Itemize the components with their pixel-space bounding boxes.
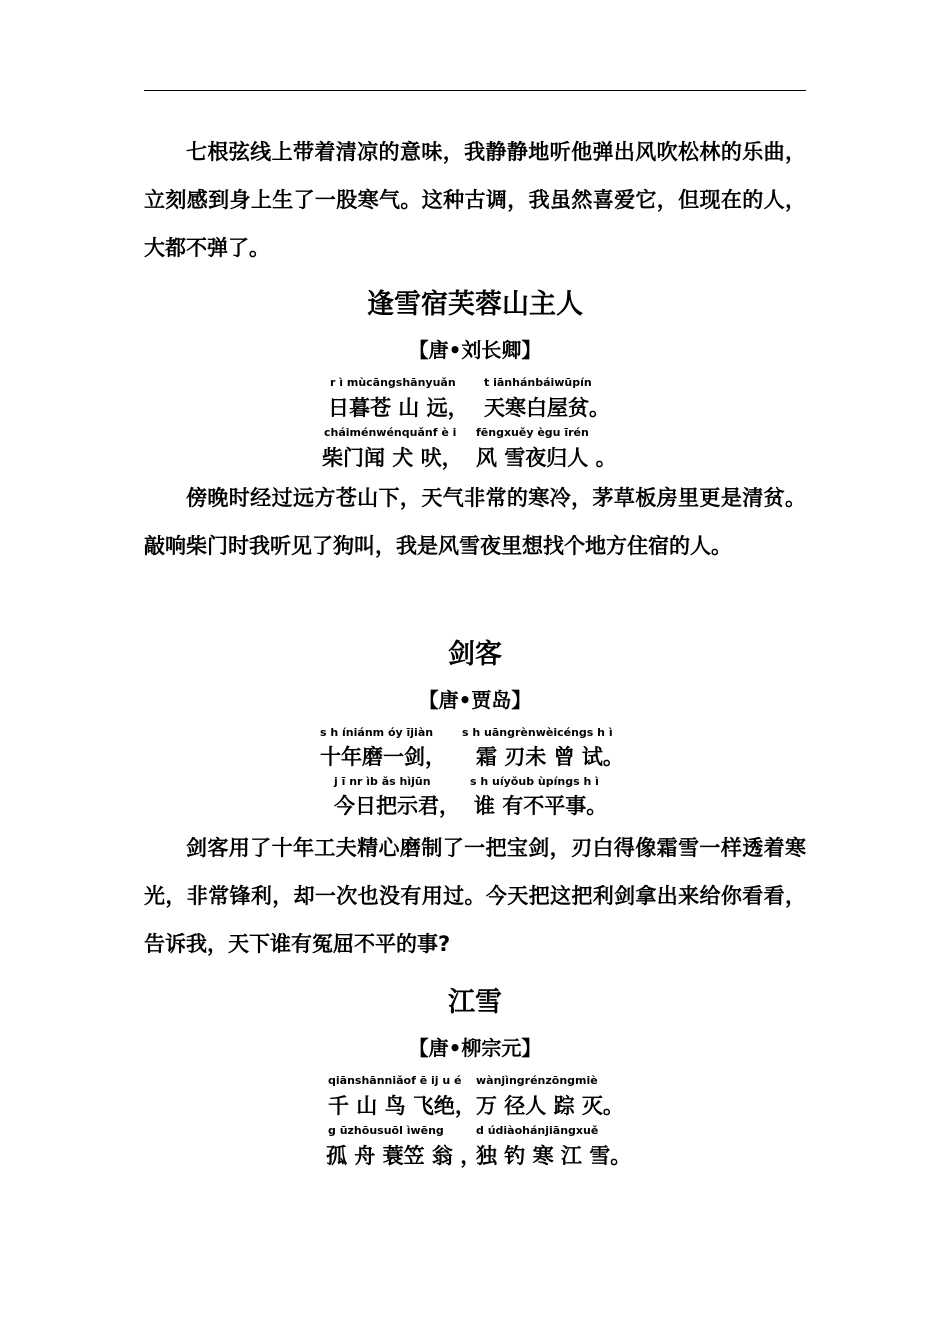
pinyin-text: s h uāngrènwèicéngs h ì bbox=[462, 726, 613, 739]
verse-text: 今日把示君， bbox=[334, 794, 460, 818]
poem-author: 【唐•柳宗元】 bbox=[408, 1036, 542, 1060]
verse-text: 风 雪夜归人 。 bbox=[476, 446, 617, 470]
pinyin-text: s h íniánm óy ījiàn bbox=[320, 726, 434, 739]
header-rule bbox=[144, 90, 806, 91]
intro-paragraph: 七根弦线上带着清凉的意味，我静静地听他弹出风吹松林的乐曲，立刻感到身上生了一股寒气。这种古调，我虽然喜爱它，但现在的人，大都不弹了。 bbox=[144, 140, 806, 260]
pinyin-text: qiānshānniǎof ē ij u é bbox=[328, 1074, 462, 1087]
translation-paragraph: 傍晚时经过远方苍山下，天气非常的寒冷，茅草板房里更是清贫。敲响柴门时我听见了狗叫，我是风雪夜里想找个地方住宿的人。 bbox=[144, 486, 806, 558]
verse-text: 霜 刃未 曾 试。 bbox=[476, 745, 624, 769]
verse-text: 独 钓 寒 江 雪。 bbox=[476, 1144, 632, 1168]
pinyin-text: fēngxuěy ègu īrén bbox=[476, 426, 589, 439]
verse-text: 日暮苍 山 远， bbox=[328, 396, 469, 420]
verse-line bbox=[0, 741, 950, 769]
verse-text: 万 径人 踪 灭。 bbox=[476, 1094, 624, 1118]
pinyin-text: wànjìngrénzōngmiè bbox=[476, 1074, 598, 1087]
translation-paragraph: 剑客用了十年工夫精心磨制了一把宝剑，刃白得像霜雪一样透着寒光，非常锋利，却一次也没有用过。今天把这把利剑拿出来给你看看，告诉我，天下谁有冤屈不平的事? bbox=[144, 836, 806, 956]
verse-text: 谁 有不平事。 bbox=[474, 794, 608, 818]
poem-title: 逢雪宿芙蓉山主人 bbox=[367, 289, 583, 320]
verse-line bbox=[0, 1140, 950, 1168]
poem-title: 江雪 bbox=[448, 987, 502, 1018]
pinyin-text: cháiménwénquǎnf è i bbox=[324, 426, 457, 439]
verse-text: 千 山 鸟 飞绝， bbox=[328, 1094, 476, 1118]
pinyin-text: s h uíyǒub ùpíngs h ì bbox=[470, 775, 599, 788]
pinyin-text: j ī nr ìb ǎs hìjūn bbox=[334, 775, 431, 788]
verse-line bbox=[0, 1090, 950, 1118]
verse-text: 孤 舟 蓑笠 翁 ， bbox=[326, 1144, 482, 1168]
poem-title: 剑客 bbox=[448, 639, 502, 670]
pinyin-text: g ūzhōusuōl ìwēng bbox=[328, 1124, 444, 1137]
pinyin-row bbox=[0, 775, 950, 789]
verse-text: 十年磨一剑， bbox=[320, 745, 446, 769]
verse-line bbox=[0, 790, 950, 818]
verse-line bbox=[0, 392, 950, 420]
pinyin-row bbox=[0, 1074, 950, 1088]
poem-author: 【唐•刘长卿】 bbox=[408, 338, 542, 362]
verse-line bbox=[0, 442, 950, 470]
pinyin-row bbox=[0, 726, 950, 740]
pinyin-text: d údiàohánjiāngxuě bbox=[476, 1124, 599, 1137]
pinyin-row bbox=[0, 426, 950, 440]
pinyin-row bbox=[0, 376, 950, 390]
pinyin-row bbox=[0, 1124, 950, 1138]
pinyin-text: r ì mùcāngshānyuǎn bbox=[330, 376, 456, 389]
pinyin-text: t iānhánbáiwūpín bbox=[484, 376, 592, 389]
verse-text: 天寒白屋贫。 bbox=[484, 396, 610, 420]
verse-text: 柴门闻 犬 吠， bbox=[322, 446, 463, 470]
poem-author: 【唐•贾岛】 bbox=[418, 688, 532, 712]
